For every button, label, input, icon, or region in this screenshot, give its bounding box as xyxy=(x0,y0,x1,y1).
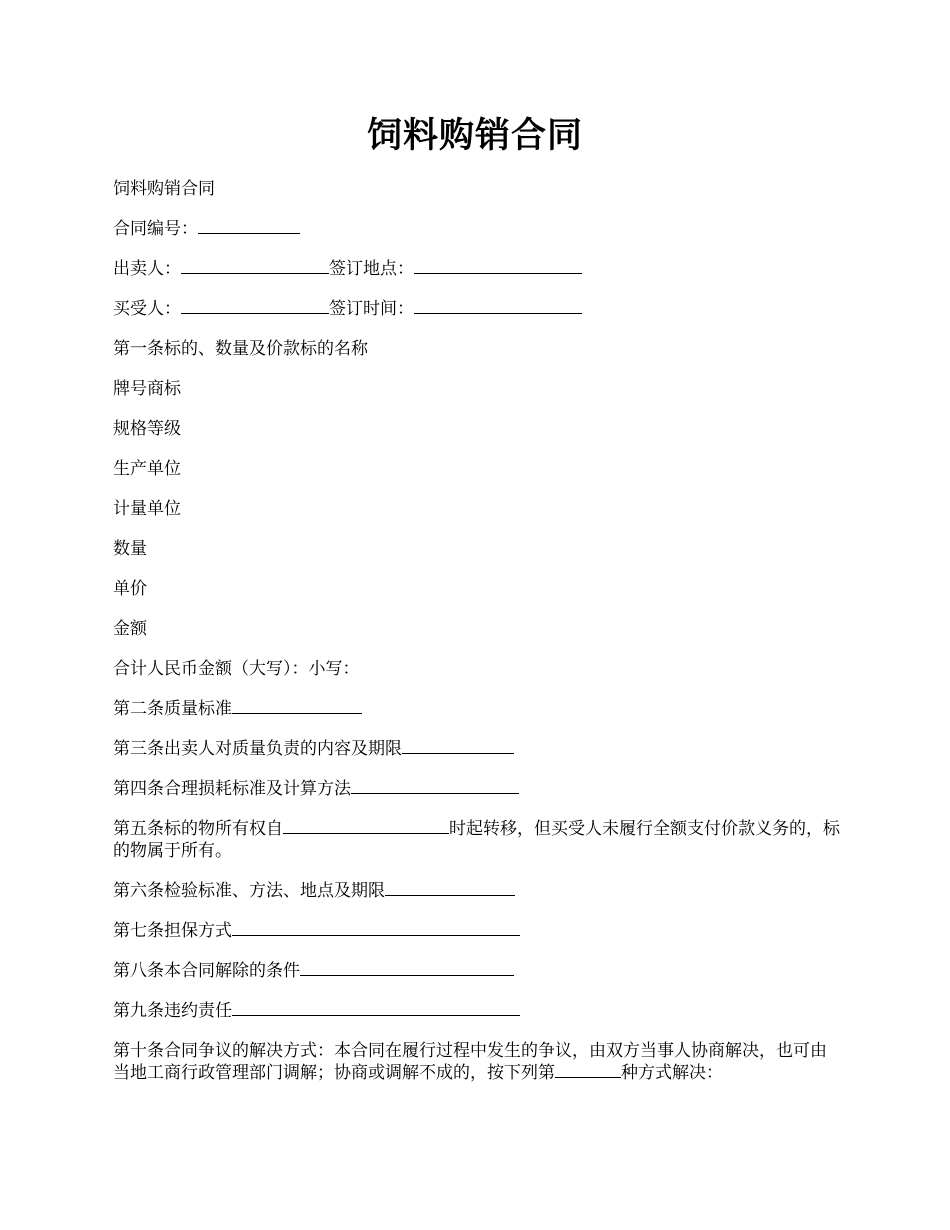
clause-10-blank xyxy=(555,1062,621,1078)
clause-10 xyxy=(113,1040,843,1084)
sign-place-label: 签订地点： xyxy=(329,259,414,279)
item-unit-price: 单价 xyxy=(113,579,147,599)
contract-number-line xyxy=(113,218,843,240)
item-brand: 牌号商标 xyxy=(113,379,181,399)
clause-9-blank xyxy=(232,1000,520,1016)
clause-7-blank xyxy=(232,920,520,936)
clause-8 xyxy=(113,960,843,982)
clause-7 xyxy=(113,920,843,942)
clause-8-blank xyxy=(300,960,514,976)
seller-blank xyxy=(181,258,329,274)
seller-line xyxy=(113,258,843,280)
clause-3 xyxy=(113,738,843,760)
clause-6-text: 第六条检验标准、方法、地点及期限 xyxy=(113,881,385,901)
clause-1-heading: 第一条标的、数量及价款标的名称 xyxy=(113,339,368,359)
clause-10-text-a: 第十条合同争议的解决方式：本合同在履行过程中发生的争议，由双方当事人协商解决，也可由当地工商行政管理部门调解；协商或调解不成的，按下列第 xyxy=(113,1041,827,1083)
sign-place-blank xyxy=(414,258,582,274)
clause-7-text: 第七条担保方式 xyxy=(113,921,232,941)
item-spec: 规格等级 xyxy=(113,419,181,439)
clause-6 xyxy=(113,880,843,902)
clause-2-blank xyxy=(232,698,362,714)
clause-5-text-a: 第五条标的物所有权自 xyxy=(113,819,283,839)
clause-3-text: 第三条出卖人对质量负责的内容及期限 xyxy=(113,739,402,759)
clause-9 xyxy=(113,1000,843,1022)
clause-5-blank xyxy=(283,818,449,834)
sign-time-label: 签订时间： xyxy=(329,299,414,319)
item-amount: 金额 xyxy=(113,619,147,639)
item-unit: 计量单位 xyxy=(113,499,181,519)
clause-4-blank xyxy=(351,778,519,794)
clause-3-blank xyxy=(402,738,514,754)
clause-10-text-b: 种方式解决： xyxy=(621,1063,723,1083)
clause-4-text: 第四条合理损耗标准及计算方法 xyxy=(113,779,351,799)
clause-4 xyxy=(113,778,843,800)
document-title: 饲料购销合同 xyxy=(366,115,583,156)
subtitle: 饲料购销合同 xyxy=(113,179,215,199)
clause-8-text: 第八条本合同解除的条件 xyxy=(113,961,300,981)
clause-5-text-b: 时起转移，但买受人未履行全额支付价款义务的，标的物属于所有。 xyxy=(113,819,840,861)
item-producer: 生产单位 xyxy=(113,459,181,479)
clause-2-text: 第二条质量标准 xyxy=(113,699,232,719)
clause-5 xyxy=(113,818,843,862)
buyer-blank xyxy=(181,298,329,314)
clause-6-blank xyxy=(385,880,515,896)
clause-9-text: 第九条违约责任 xyxy=(113,1001,232,1021)
buyer-line xyxy=(113,298,843,320)
document-body xyxy=(113,178,843,1102)
seller-label: 出卖人： xyxy=(113,259,181,279)
sign-time-blank xyxy=(414,298,582,314)
item-quantity: 数量 xyxy=(113,539,147,559)
total-amount-line: 合计人民币金额（大写）：小写： xyxy=(113,659,360,679)
clause-2 xyxy=(113,698,843,720)
buyer-label: 买受人： xyxy=(113,299,181,319)
contract-number-blank xyxy=(198,218,300,234)
contract-number-label: 合同编号： xyxy=(113,219,198,239)
